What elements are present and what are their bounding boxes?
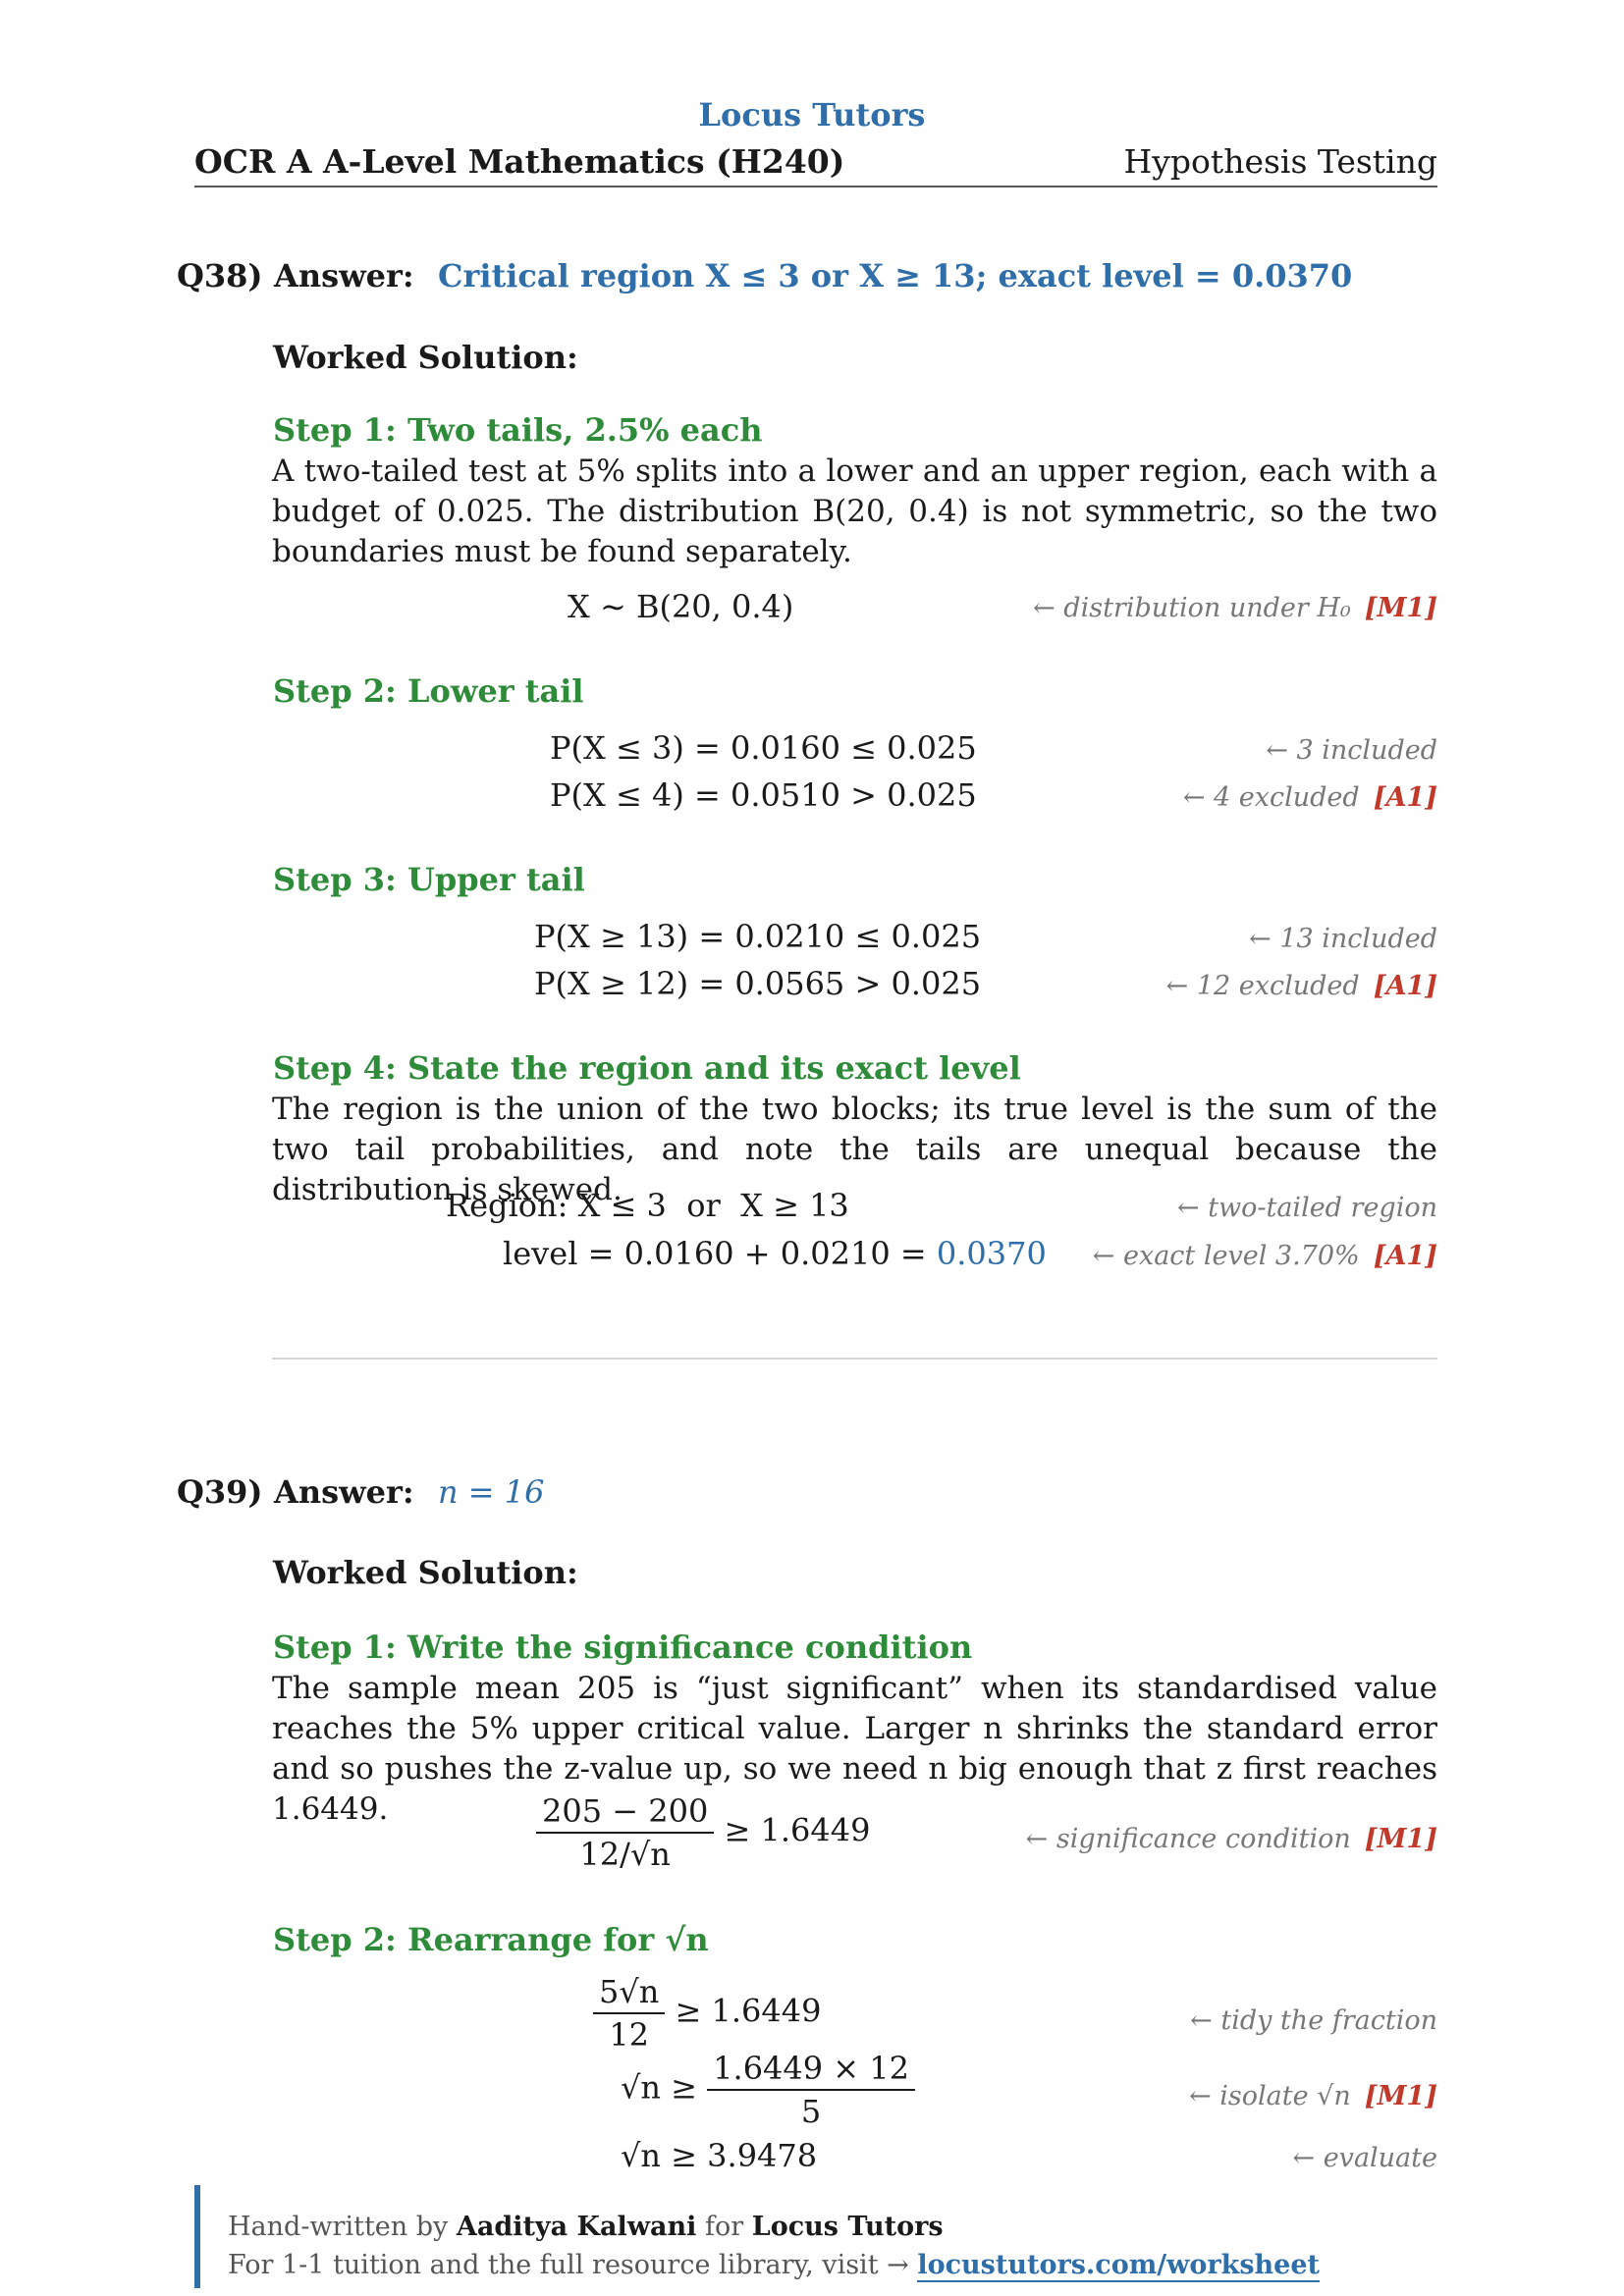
note-text: ← distribution under H₀ — [1033, 593, 1351, 623]
q39-step1-equation — [536, 1792, 870, 1873]
q38-step2-equation-2: P(X ≤ 4) = 0.0510 > 0.025 — [550, 776, 977, 814]
fraction-numerator: 1.6449 × 12 — [707, 2050, 915, 2091]
q39-worked-solution-label: Worked Solution: — [273, 1554, 578, 1591]
footer-credit-mid: for — [704, 2212, 744, 2242]
q39-step2-equation-2 — [621, 2050, 915, 2130]
footer-accent-bar — [194, 2185, 200, 2288]
q38-step3-note-1: ← 13 included — [1249, 924, 1437, 954]
q39-step1-note — [1026, 1824, 1437, 1854]
q38-number: Q38) — [177, 257, 263, 294]
q39-answer-label: Answer: — [274, 1473, 414, 1511]
fraction-denominator: 12 — [609, 2016, 650, 2054]
q38-step2-note-1: ← 3 included — [1266, 735, 1437, 766]
q38-step3-equation-2: P(X ≥ 12) = 0.0565 > 0.025 — [534, 965, 982, 1002]
q39-step2-note-1: ← tidy the fraction — [1190, 2005, 1437, 2036]
q38-step2-note-2 — [1183, 782, 1437, 813]
q38-step4-note-2 — [1093, 1241, 1437, 1271]
course-title: OCR A A-Level Mathematics (H240) — [194, 142, 845, 181]
header-rule — [194, 186, 1437, 187]
q39-step2-note-3: ← evaluate — [1292, 2143, 1437, 2173]
fraction-numerator: 5√n — [593, 1973, 665, 2014]
topic-title: Hypothesis Testing — [1123, 142, 1437, 181]
question-separator — [272, 1358, 1437, 1360]
footer-brand: Locus Tutors — [751, 2212, 944, 2242]
q38-step2-equation-1: P(X ≤ 3) = 0.0160 ≤ 0.025 — [550, 729, 977, 767]
fraction-denominator: 12/√n — [579, 1836, 671, 1873]
q39-step2-note-2 — [1189, 2081, 1437, 2111]
mark-m1: [M1] — [1364, 1824, 1437, 1854]
q39-number: Q39) — [177, 1473, 263, 1511]
fraction-numerator: 205 − 200 — [536, 1792, 714, 1834]
level-value: 0.0370 — [936, 1235, 1047, 1272]
note-text: ← 12 excluded — [1165, 971, 1360, 1001]
q38-step4-note-1: ← two-tailed region — [1176, 1193, 1437, 1223]
footer-credit — [228, 2212, 944, 2242]
q38-worked-solution-label: Worked Solution: — [273, 339, 578, 376]
brand-title: Locus Tutors — [698, 96, 926, 133]
level-sum: level = 0.0160 + 0.0210 = — [503, 1235, 937, 1272]
q39-step1-title: Step 1: Write the significance condition — [273, 1629, 973, 1666]
q39-step2-title: Step 2: Rearrange for √n — [273, 1921, 709, 1958]
q38-step1-equation: X ∼ B(20, 0.4) — [568, 588, 794, 625]
inequality-lhs: √n ≥ — [621, 2068, 697, 2107]
q39-step2-equation-3: √n ≥ 3.9478 — [621, 2137, 818, 2174]
note-text: ← isolate √n — [1189, 2081, 1351, 2111]
q38-answer-label: Answer: — [274, 257, 414, 294]
q38-step4-text: The region is the union of the two blocks; its true level is the sum of the two tail probabilities, and note the tails are unequal because the distribution is skewed. — [272, 1092, 1437, 1207]
q38-step4-title: Step 4: State the region and its exact level — [273, 1049, 1021, 1087]
footer-url-link[interactable]: locustutors.com/worksheet — [917, 2250, 1321, 2280]
fraction — [593, 1973, 665, 2054]
mark-a1: [A1] — [1373, 971, 1437, 1001]
footer-author: Aaditya Kalwani — [456, 2212, 697, 2242]
note-text: ← significance condition — [1025, 1824, 1351, 1854]
q38-step2-title: Step 2: Lower tail — [273, 672, 584, 710]
q38-step3-equation-1: P(X ≥ 13) = 0.0210 ≤ 0.025 — [534, 918, 982, 955]
q38-step1-title: Step 1: Two tails, 2.5% each — [273, 411, 763, 449]
q38-step1-text: A two-tailed test at 5% splits into a lower and an upper region, each with a budget of 0.025. The distribution B(20, 0.4) is not symmetric, so the two boundaries must be found separately. — [272, 454, 1437, 569]
q38-step1-note — [1033, 593, 1437, 623]
fraction-denominator: 5 — [800, 2093, 822, 2130]
q38-answer: Critical region X ≤ 3 or X ≥ 13; exact level = 0.0370 — [438, 257, 1353, 294]
inequality-rest: ≥ 1.6449 — [675, 1992, 822, 2030]
footer-visit-prefix: For 1-1 tuition and the full resource library, visit → — [228, 2250, 909, 2280]
note-text: ← 4 excluded — [1182, 782, 1360, 813]
q39-answer: n = 16 — [438, 1473, 545, 1511]
footer-visit — [228, 2250, 1320, 2280]
mark-a1: [A1] — [1373, 782, 1437, 813]
inequality-rest: ≥ 1.6449 — [724, 1811, 871, 1849]
fraction — [536, 1792, 714, 1873]
mark-a1: [A1] — [1373, 1241, 1437, 1271]
q38-step4-equation-1: Region: X ≤ 3 or X ≥ 13 — [446, 1187, 849, 1224]
q39-step1-text: The sample mean 205 is “just significant” when its standardised value reaches the 5% upper critical value. Larger n shrinks the standard error and so pushes the z-value up, so we need n big enough that z first reaches 1.6449. — [272, 1671, 1437, 1827]
note-text: ← exact level 3.70% — [1092, 1241, 1360, 1271]
q38-step3-title: Step 3: Upper tail — [273, 861, 585, 898]
footer-credit-prefix: Hand-written by — [228, 2212, 449, 2242]
fraction — [707, 2050, 915, 2130]
q38-step4-equation-2 — [503, 1235, 1047, 1272]
q38-step3-note-2 — [1166, 971, 1437, 1001]
mark-m1: [M1] — [1364, 593, 1437, 623]
q39-step2-equation-1 — [593, 1973, 821, 2054]
mark-m1: [M1] — [1364, 2081, 1437, 2111]
